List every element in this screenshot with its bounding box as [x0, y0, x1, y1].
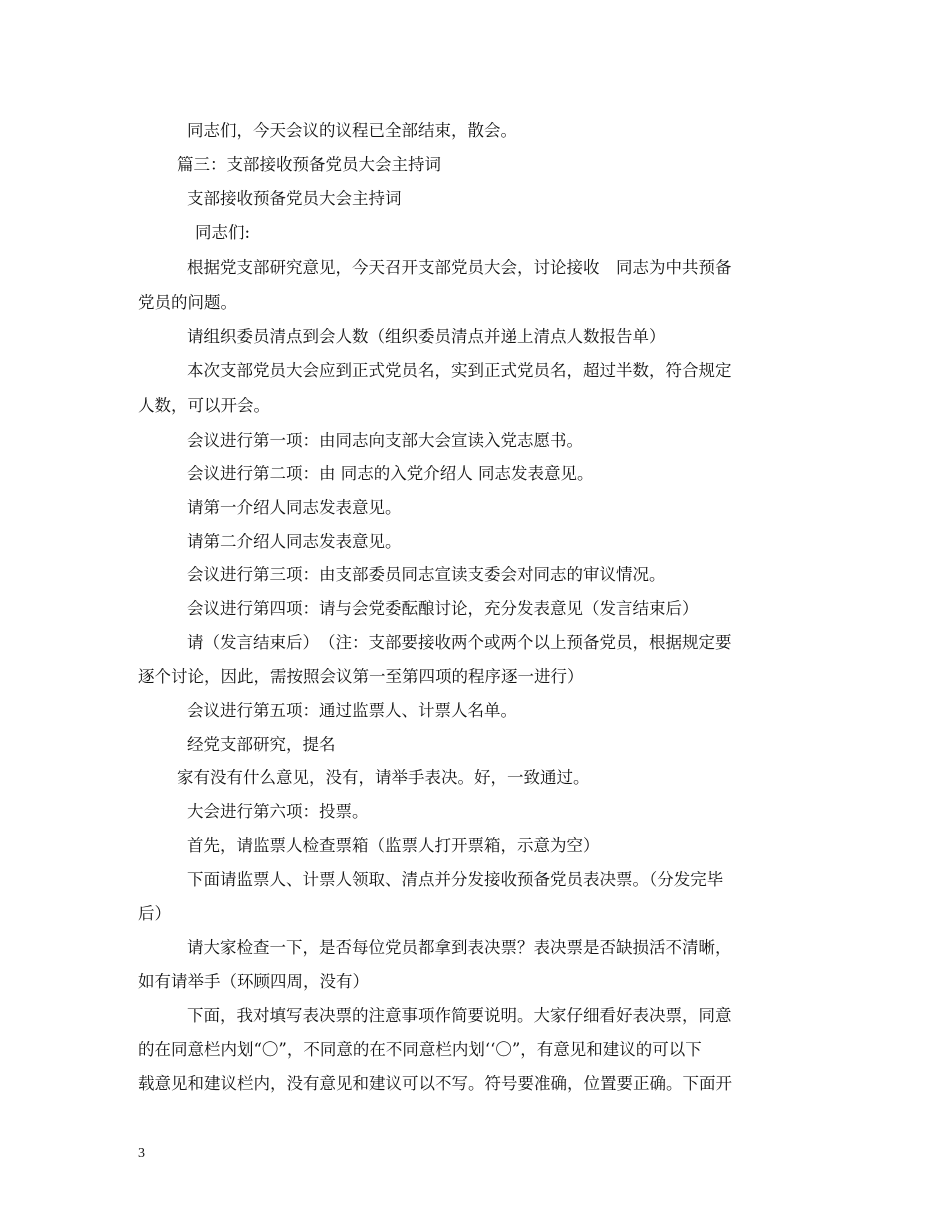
text-line: 下面，我对填写表决票的注意事项作简要说明。大家仔细看好表决票，同意 — [187, 1006, 732, 1025]
text-line: 会议进行第五项：通过监票人、计票人名单。 — [187, 701, 517, 720]
text-line: 支部接收预备党员大会主持词 — [187, 189, 402, 208]
text-line: 首先，请监票人检查票箱（监票人打开票箱，示意为空） — [187, 836, 600, 855]
text-line: 后） — [138, 904, 171, 923]
text-line: 如有请举手（环顾四周，没有） — [138, 972, 369, 991]
text-line: 载意见和建议栏内，没有意见和建议可以不写。符号要准确，位置要正确。下面开 — [138, 1074, 732, 1093]
text-line: 本次支部党员大会应到正式党员名，实到正式党员名，超过半数，符合规定 — [187, 361, 732, 380]
text-line: 同志们: — [195, 223, 251, 242]
text-line: 会议进行第三项：由支部委员同志宣读支委会对同志的审议情况。 — [187, 565, 666, 584]
text-line: 人数，可以开会。 — [138, 396, 270, 415]
text-line: 家有没有什么意见，没有，请举手表决。好，一致通过。 — [177, 768, 590, 787]
text-line: 根据党支部研究意见，今天召开支部党员大会，讨论接收 同志为中共预备 — [187, 258, 732, 277]
text-line: 会议进行第二项：由 同志的入党介绍人 同志发表意见。 — [187, 464, 594, 483]
text-line: 逐个讨论，因此，需按照会议第一至第四项的程序逐一进行） — [138, 667, 584, 686]
text-line: 的在同意栏内划“〇”，不同意的在不同意栏内划‘‘〇”，有意见和建议的可以下 — [138, 1040, 702, 1059]
text-line: 请第一介绍人同志发表意见。 — [187, 498, 402, 517]
text-line: 请组织委员清点到会人数（组织委员清点并递上清点人数报告单） — [187, 327, 666, 346]
text-line: 下面请监票人、计票人领取、清点并分发接收预备党员表决票。（分发完毕 — [187, 870, 724, 889]
text-line: 会议进行第一项：由同志向支部大会宣读入党志愿书。 — [187, 431, 583, 450]
text-line: 经党支部研究，提名 — [187, 735, 336, 754]
text-line: 会议进行第四项：请与会党委酝酿讨论，充分发表意见（发言结束后） — [187, 599, 699, 618]
section-heading: 篇三：支部接收预备党员大会主持词 — [177, 155, 441, 174]
text-line: 同志们，今天会议的议程已全部结束，散会。 — [187, 121, 517, 140]
page-number: 3 — [138, 1146, 145, 1161]
text-line: 大会进行第六项：投票。 — [187, 802, 369, 821]
text-line: 请大家检查一下，是否每位党员都拿到表决票？表决票是否缺损活不清晰， — [187, 938, 732, 957]
text-line: 请第二介绍人同志发表意见。 — [187, 532, 402, 551]
text-line: 党员的问题。 — [138, 293, 237, 312]
text-line: 请（发言结束后） （注：支部要接收两个或两个以上预备党员，根据规定要 — [187, 633, 732, 652]
